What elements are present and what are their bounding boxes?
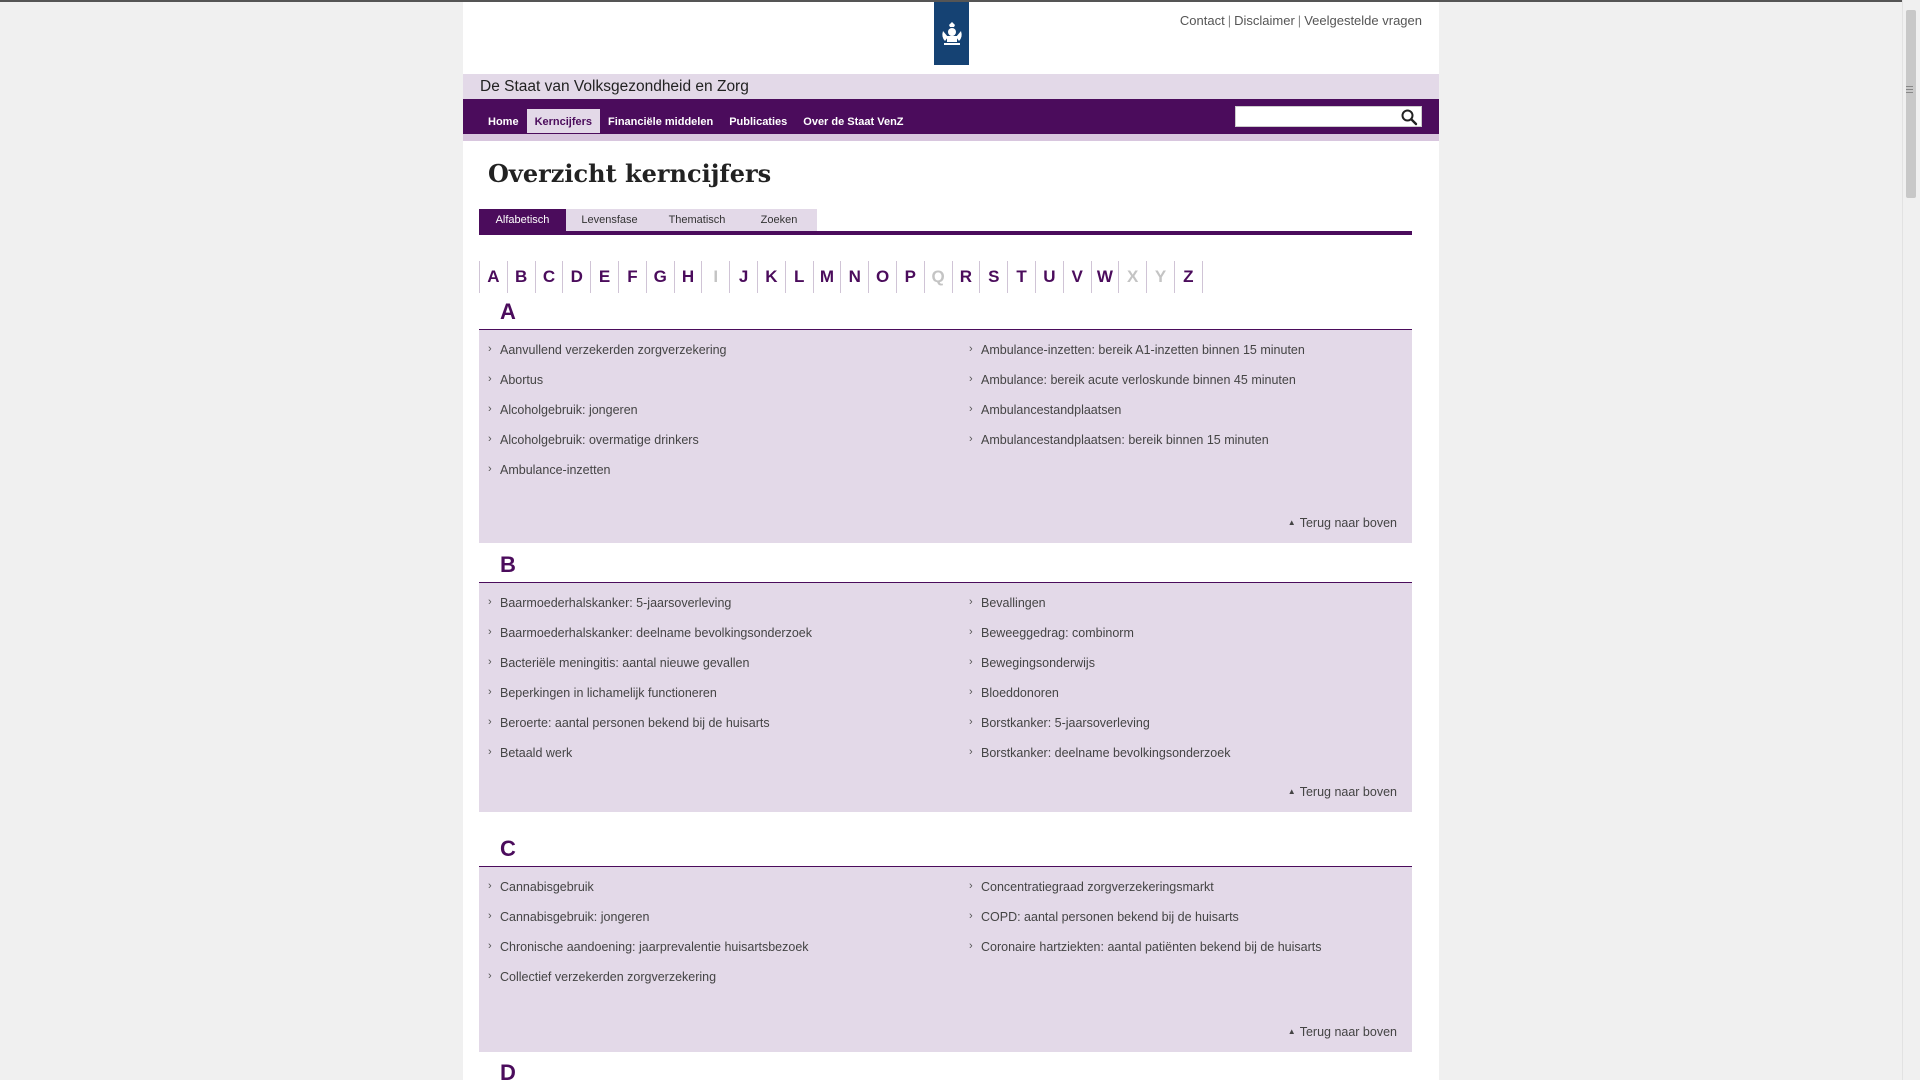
chevron-right-icon: › (969, 686, 973, 698)
list-item[interactable] (969, 372, 1305, 402)
nav-items (480, 109, 912, 133)
list-item[interactable] (969, 432, 1305, 462)
alphabet-letter-j[interactable]: J (730, 261, 758, 293)
list-item-label: Ambulance-inzetten: bereik A1-inzetten binnen 15 minuten (981, 343, 1305, 357)
site-title: De Staat van Volksgezondheid en Zorg (480, 78, 749, 95)
overview-tabs (479, 209, 1412, 235)
list-item-label: Cannabisgebruik: jongeren (500, 910, 650, 924)
list-item[interactable] (488, 342, 727, 372)
search-input[interactable] (1236, 107, 1404, 126)
scrollbar[interactable] (1902, 0, 1920, 1080)
scrollbar-grip-icon (1906, 86, 1913, 95)
back-to-top-link[interactable] (1288, 785, 1397, 799)
alphabet-letter-b[interactable]: B (508, 261, 536, 293)
list-item-label: Collectief verzekerden zorgverzekering (500, 970, 717, 984)
list-item-label: COPD: aantal personen bekend bij de huisarts (981, 910, 1239, 924)
alphabet-letter-k[interactable]: K (758, 261, 786, 293)
list-item[interactable] (488, 655, 812, 685)
list-item[interactable] (969, 595, 1230, 625)
list-item-label: Chronische aandoening: jaarprevalentie huisartsbezoek (500, 940, 809, 954)
list-item-label: Baarmoederhalskanker: deelname bevolkingsonderzoek (500, 626, 812, 640)
section-letter: A (500, 299, 516, 324)
column-right (969, 595, 1230, 775)
nav-item-over-de-staat-venz[interactable]: Over de Staat VenZ (803, 116, 904, 128)
list-item-label: Ambulancestandplaatsen: bereik binnen 15 minuten (981, 433, 1269, 447)
alphabet-letter-r[interactable]: R (953, 261, 981, 293)
list-item-label: Bewegingsonderwijs (981, 656, 1095, 670)
chevron-right-icon: › (488, 626, 492, 638)
alphabet-letter-e[interactable]: E (591, 261, 619, 293)
nav-item-home[interactable]: Home (488, 116, 519, 128)
arrow-up-icon: ▲ (1287, 1027, 1296, 1036)
chevron-right-icon: › (969, 403, 973, 415)
section-letter: C (500, 836, 516, 861)
list-item-label: Aanvullend verzekerden zorgverzekering (500, 343, 727, 357)
main-nav (463, 99, 1439, 141)
alphabet-letter-v[interactable]: V (1064, 261, 1092, 293)
list-item-label: Borstkanker: 5-jaarsoverleving (981, 716, 1150, 730)
chevron-right-icon: › (488, 373, 492, 385)
chevron-right-icon: › (488, 746, 492, 758)
list-item-label: Beroerte: aantal personen bekend bij de huisarts (500, 716, 770, 730)
list-item[interactable] (488, 402, 727, 432)
back-to-top-link[interactable] (1288, 516, 1397, 530)
chevron-right-icon: › (488, 596, 492, 608)
section-panel (479, 582, 1412, 812)
list-item-label: Coronaire hartziekten: aantal patiënten bekend bij de huisarts (981, 940, 1322, 954)
alphabet-letter-o[interactable]: O (869, 261, 897, 293)
site-title-bar (463, 74, 1439, 99)
alphabet-letter-t[interactable]: T (1008, 261, 1036, 293)
alphabet-letter-g[interactable]: G (647, 261, 675, 293)
chevron-right-icon: › (488, 463, 492, 475)
coat-of-arms-icon (939, 21, 965, 47)
alphabet-letter-u[interactable]: U (1036, 261, 1064, 293)
alphabet-letter-y: Y (1147, 261, 1175, 293)
list-item[interactable] (488, 879, 809, 909)
alphabet-letter-n[interactable]: N (841, 261, 869, 293)
list-item-label: Concentratiegraad zorgverzekeringsmarkt (981, 880, 1214, 894)
chevron-right-icon: › (969, 940, 973, 952)
utility-links (1180, 13, 1422, 28)
list-item[interactable] (488, 462, 727, 492)
chevron-right-icon: › (488, 403, 492, 415)
list-item-label: Bacteriële meningitis: aantal nieuwe gevallen (500, 656, 750, 670)
chevron-right-icon: › (488, 940, 492, 952)
back-to-top-link[interactable] (1288, 1025, 1397, 1039)
chevron-right-icon: › (969, 433, 973, 445)
tab-zoeken[interactable]: Zoeken (741, 209, 817, 231)
list-item[interactable] (969, 909, 1322, 939)
alphabet-letter-a[interactable]: A (479, 261, 508, 293)
arrow-up-icon: ▲ (1287, 787, 1296, 796)
alphabet-letter-i: I (702, 261, 730, 293)
column-right (969, 879, 1322, 969)
section-panel (479, 329, 1412, 543)
list-item-label: Ambulance-inzetten (500, 463, 611, 477)
list-item[interactable] (969, 745, 1230, 775)
faq-link[interactable]: Veelgestelde vragen (1304, 13, 1422, 28)
list-item[interactable] (969, 715, 1230, 745)
chevron-right-icon: › (969, 910, 973, 922)
list-item-label: Baarmoederhalskanker: 5-jaarsoverleving (500, 596, 732, 610)
list-item-label: Betaald werk (500, 746, 573, 760)
list-item[interactable] (969, 402, 1305, 432)
column-right (969, 342, 1305, 462)
nav-item-financiele-middelen[interactable]: Financiële middelen (608, 116, 714, 128)
chevron-right-icon: › (488, 716, 492, 728)
back-to-top-label: Terug naar boven (1299, 1025, 1397, 1039)
list-item[interactable] (488, 685, 812, 715)
alphabet-letter-z[interactable]: Z (1175, 261, 1203, 293)
list-item[interactable] (488, 625, 812, 655)
chevron-right-icon: › (488, 656, 492, 668)
chevron-right-icon: › (488, 910, 492, 922)
chevron-right-icon: › (969, 626, 973, 638)
list-item-label: Ambulancestandplaatsen (981, 403, 1122, 417)
list-item[interactable] (488, 432, 727, 462)
alphabet-letter-p[interactable]: P (897, 261, 925, 293)
alphabet-letter-x: X (1119, 261, 1147, 293)
list-item[interactable] (488, 715, 812, 745)
back-to-top-label: Terug naar boven (1299, 785, 1397, 799)
chevron-right-icon: › (488, 880, 492, 892)
arrow-up-icon: ▲ (1287, 518, 1296, 527)
chevron-right-icon: › (969, 373, 973, 385)
alphabet-letter-f[interactable]: F (619, 261, 647, 293)
list-item[interactable] (969, 625, 1230, 655)
link-separator: | (1297, 13, 1302, 28)
list-item[interactable] (969, 685, 1230, 715)
alphabet-letter-c[interactable]: C (536, 261, 564, 293)
list-item-label: Borstkanker: deelname bevolkingsonderzoek (981, 746, 1231, 760)
chevron-right-icon: › (969, 656, 973, 668)
alphabet-letter-m[interactable]: M (814, 261, 842, 293)
alphabet-letter-l[interactable]: L (786, 261, 814, 293)
alphabet-letter-s[interactable]: S (980, 261, 1008, 293)
alphabet-letter-w[interactable]: W (1092, 261, 1120, 293)
nav-item-kerncijfers[interactable]: Kerncijfers (527, 109, 600, 133)
disclaimer-link[interactable]: Disclaimer (1234, 13, 1295, 28)
list-item-label: Bevallingen (981, 596, 1046, 610)
column-left (488, 879, 809, 999)
list-item-label: Alcoholgebruik: overmatige drinkers (500, 433, 699, 447)
list-item[interactable] (488, 969, 809, 999)
scrollbar-thumb[interactable] (1906, 10, 1916, 198)
tab-alfabetisch[interactable]: Alfabetisch (479, 209, 566, 231)
list-item-label: Beperkingen in lichamelijk functioneren (500, 686, 717, 700)
alphabet-letter-q: Q (925, 261, 953, 293)
page-container (463, 2, 1439, 1080)
list-item[interactable] (969, 879, 1322, 909)
list-item[interactable] (969, 655, 1230, 685)
section-panel (479, 866, 1412, 1052)
column-left (488, 595, 812, 775)
tab-thematisch[interactable]: Thematisch (653, 209, 741, 231)
list-item-label: Abortus (500, 373, 544, 387)
tab-levensfase[interactable]: Levensfase (566, 209, 653, 231)
list-item[interactable] (488, 372, 727, 402)
list-item[interactable] (969, 342, 1305, 372)
alphabet-letter-h[interactable]: H (675, 261, 703, 293)
list-item[interactable] (969, 939, 1322, 969)
list-item[interactable] (488, 595, 812, 625)
link-separator: | (1227, 13, 1232, 28)
chevron-right-icon: › (969, 596, 973, 608)
section-letter: D (500, 1060, 516, 1080)
list-item-label: Beweeggedrag: combinorm (981, 626, 1134, 640)
list-item-label: Cannabisgebruik (500, 880, 594, 894)
alphabet-letter-d[interactable]: D (563, 261, 591, 293)
list-item[interactable] (488, 939, 809, 969)
chevron-right-icon: › (488, 970, 492, 982)
chevron-right-icon: › (488, 686, 492, 698)
section-letter: B (500, 552, 516, 577)
chevron-right-icon: › (969, 343, 973, 355)
back-to-top-label: Terug naar boven (1299, 516, 1397, 530)
list-item-label: Ambulance: bereik acute verloskunde binnen 45 minuten (981, 373, 1296, 387)
chevron-right-icon: › (969, 716, 973, 728)
list-item[interactable] (488, 909, 809, 939)
nav-item-publicaties[interactable]: Publicaties (729, 116, 788, 128)
search-box (1235, 106, 1422, 127)
chevron-right-icon: › (488, 343, 492, 355)
column-left (488, 342, 727, 492)
chevron-right-icon: › (488, 433, 492, 445)
search-icon[interactable] (1400, 108, 1418, 126)
chevron-right-icon: › (969, 746, 973, 758)
alphabet-index (479, 261, 1203, 293)
contact-link[interactable]: Contact (1179, 13, 1225, 28)
rijksoverheid-logo[interactable] (934, 2, 969, 65)
chevron-right-icon: › (969, 880, 973, 892)
list-item-label: Bloeddonoren (981, 686, 1059, 700)
list-item[interactable] (488, 745, 812, 775)
list-item-label: Alcoholgebruik: jongeren (500, 403, 638, 417)
page-title: Overzicht kerncijfers (488, 159, 772, 188)
